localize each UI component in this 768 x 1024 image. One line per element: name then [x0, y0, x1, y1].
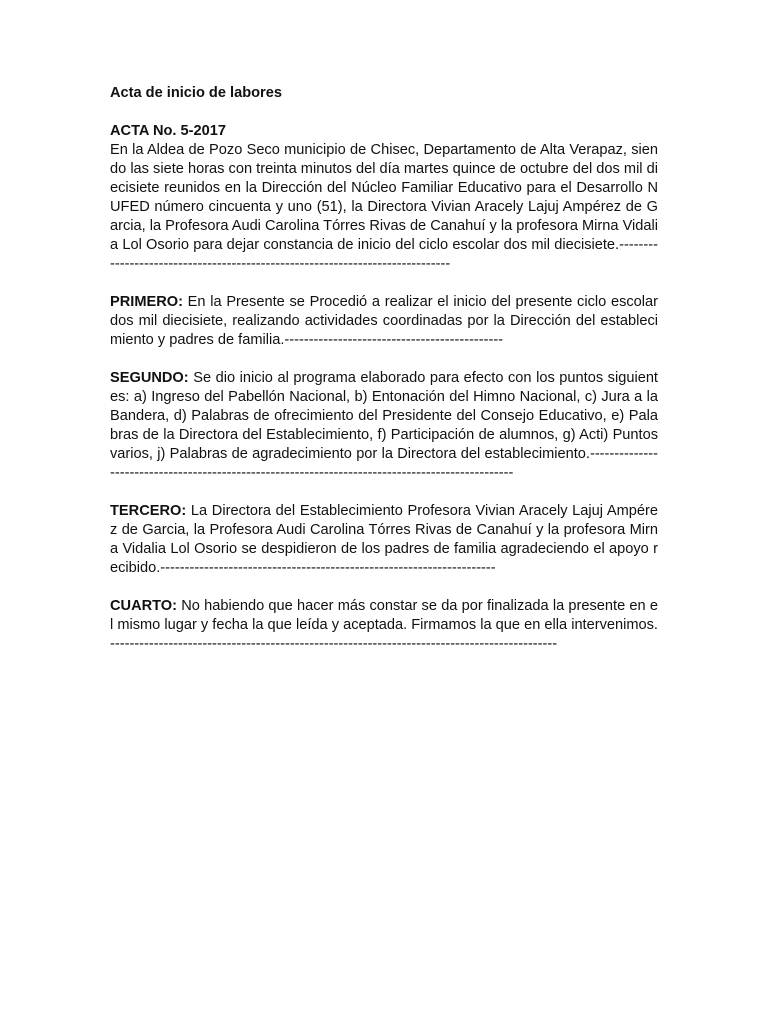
section-segundo [110, 369, 658, 483]
document-title: Acta de inicio de labores [110, 85, 282, 101]
acta-number: ACTA No. 5-2017 [110, 123, 226, 139]
section-text-primero: En la Presente se Procedió a realizar el inicio del presente ciclo escolar dos mil diecisiete, realizando actividades coordinadas por la Dirección del establecimiento y padres de familia.--------------------------------------------- [110, 294, 658, 348]
document-body [110, 84, 658, 654]
section-text-segundo: Se dio inicio al programa elaborado para efecto con los puntos siguientes: a) Ingreso del Pabellón Nacional, b) Entonación del Himno Nacional, c) Jura a la Bandera, d) Palabras de ofrecimiento del Presidente del Consejo Educativo, e) Palabras de la Directora del Establecimiento, f) Participación de alumnos, g) Acti) Puntos varios, j) Palabras de agradecimiento por la Directora del establecimiento.------------------------------------------------------------------------------------------------- [110, 370, 658, 481]
section-label-cuarto: CUARTO: [110, 598, 178, 614]
intro-paragraph: En la Aldea de Pozo Seco municipio de Chisec, Departamento de Alta Verapaz, siendo las siete horas con treinta minutos del día martes quince de octubre del dos mil diecisiete reunidos en la Dirección del Núcleo Familiar Educativo para el Desarrollo NUFED número cincuenta y uno (51), la Directora Vivian Aracely Lajuj Ampérez de Garcia, la Profesora Audi Carolina Tórres Rivas de Canahuí y la profesora Mirna Vidalia Lol Osorio para dejar constancia de inicio del ciclo escolar dos mil diecisiete.------------------------------------------------------------------------------ [110, 142, 658, 272]
section-cuarto [110, 597, 658, 654]
section-label-tercero: TERCERO: [110, 503, 187, 519]
section-text-tercero: La Directora del Establecimiento Profesora Vivian Aracely Lajuj Ampérez de Garcia, la Profesora Audi Carolina Tórres Rivas de Canahuí y la profesora Mirna Vidalia Lol Osorio se despidieron de los padres de familia agradeciendo el apoyo recibido.--------------------------------------------------------------------- [110, 503, 658, 576]
section-label-segundo: SEGUNDO: [110, 370, 189, 386]
section-tercero [110, 502, 658, 578]
section-primero [110, 293, 658, 350]
section-text-cuarto: No habiendo que hacer más constar se da por finalizada la presente en el mismo lugar y fecha la que leída y aceptada. Firmamos la que en ella intervenimos.-------------------------------------------------------------------------------------------- [110, 598, 658, 652]
section-label-primero: PRIMERO: [110, 294, 183, 310]
